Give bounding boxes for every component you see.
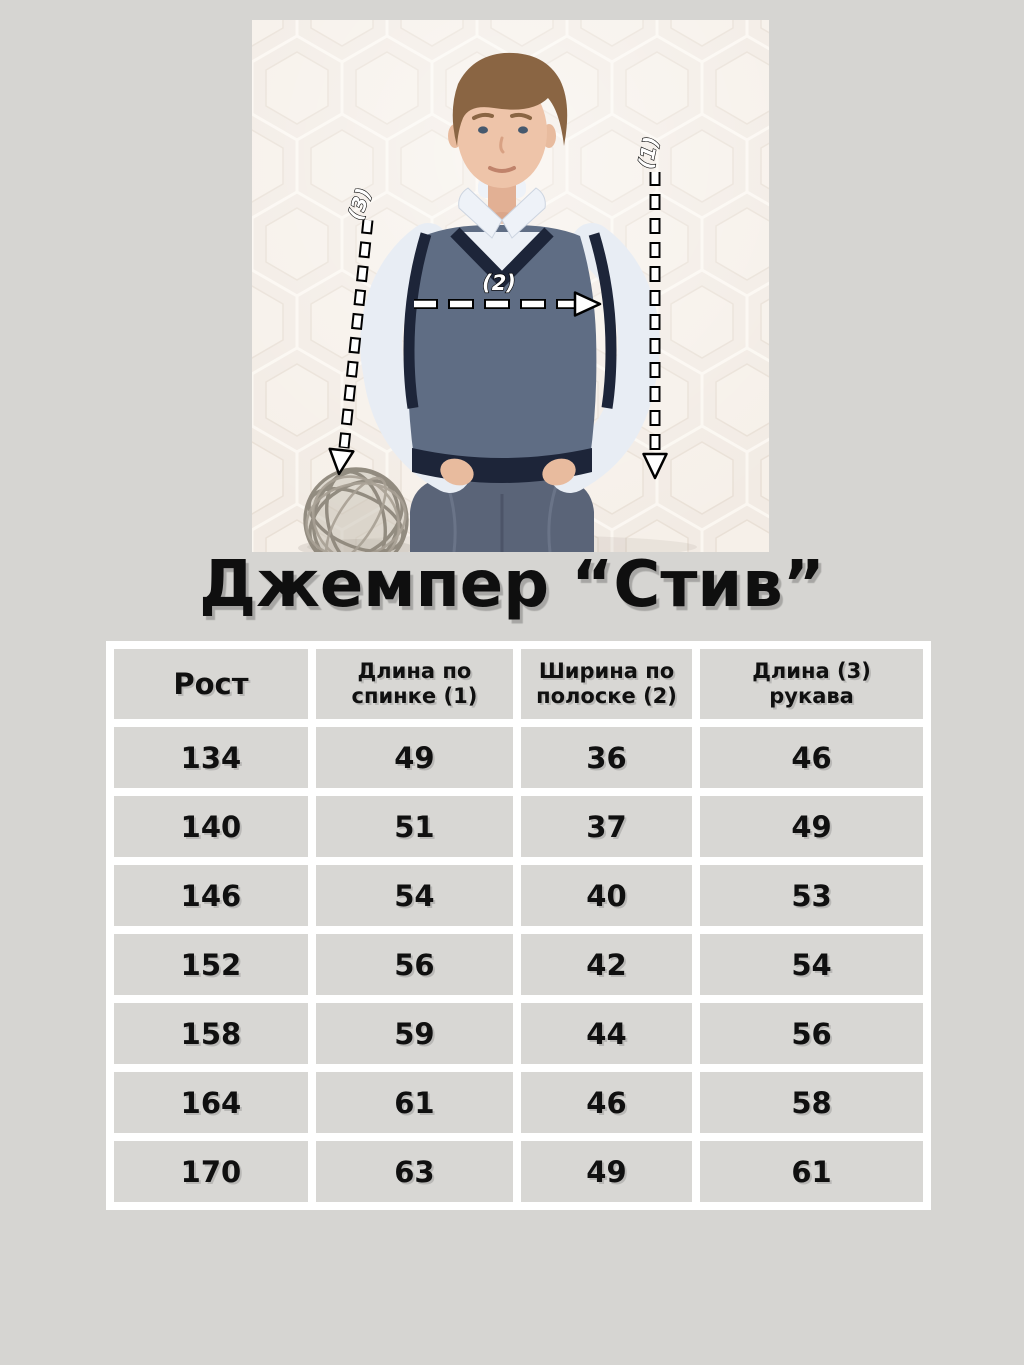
measurement-label-2: (2) — [482, 271, 516, 295]
cell-sleeve-length: 61 — [700, 1141, 923, 1202]
cell-back-length: 51 — [316, 796, 513, 857]
cell-height: 164 — [114, 1072, 308, 1133]
product-photo-svg — [252, 20, 769, 552]
table-row — [114, 727, 923, 788]
table-row — [114, 934, 923, 995]
measurement-label-3: (3) — [342, 184, 376, 223]
cell-height: 134 — [114, 727, 308, 788]
table-row — [114, 865, 923, 926]
cell-chest-width: 46 — [521, 1072, 692, 1133]
cell-sleeve-length: 58 — [700, 1072, 923, 1133]
header-cell-height: Рост — [114, 649, 308, 719]
header-cell-back-length: Длина по спинке (1) — [316, 649, 513, 719]
cell-sleeve-length: 46 — [700, 727, 923, 788]
cell-sleeve-length: 56 — [700, 1003, 923, 1064]
cell-chest-width: 42 — [521, 934, 692, 995]
cell-sleeve-length: 53 — [700, 865, 923, 926]
cell-back-length: 49 — [316, 727, 513, 788]
table-row — [114, 1072, 923, 1133]
table-row — [114, 1003, 923, 1064]
cell-height: 158 — [114, 1003, 308, 1064]
cell-chest-width: 44 — [521, 1003, 692, 1064]
measurement-label-1: (1) — [633, 134, 664, 171]
product-photo — [252, 20, 769, 552]
cell-chest-width: 49 — [521, 1141, 692, 1202]
table-header-row — [114, 649, 923, 719]
cell-chest-width: 40 — [521, 865, 692, 926]
header-cell-sleeve-length: Длина (3) рукава — [700, 649, 923, 719]
cell-height: 170 — [114, 1141, 308, 1202]
cell-sleeve-length: 49 — [700, 796, 923, 857]
table-row — [114, 796, 923, 857]
cell-back-length: 63 — [316, 1141, 513, 1202]
size-table — [106, 641, 931, 1210]
cell-back-length: 56 — [316, 934, 513, 995]
size-table-frame — [106, 641, 931, 1210]
table-row — [114, 1141, 923, 1202]
cell-back-length: 61 — [316, 1072, 513, 1133]
header-cell-chest-width: Ширина по полоске (2) — [521, 649, 692, 719]
cell-height: 152 — [114, 934, 308, 995]
cell-chest-width: 36 — [521, 727, 692, 788]
cell-height: 146 — [114, 865, 308, 926]
cell-back-length: 59 — [316, 1003, 513, 1064]
cell-sleeve-length: 54 — [700, 934, 923, 995]
page-title: Джемпер “Стив” — [199, 548, 825, 622]
cell-height: 140 — [114, 796, 308, 857]
cell-chest-width: 37 — [521, 796, 692, 857]
cell-back-length: 54 — [316, 865, 513, 926]
